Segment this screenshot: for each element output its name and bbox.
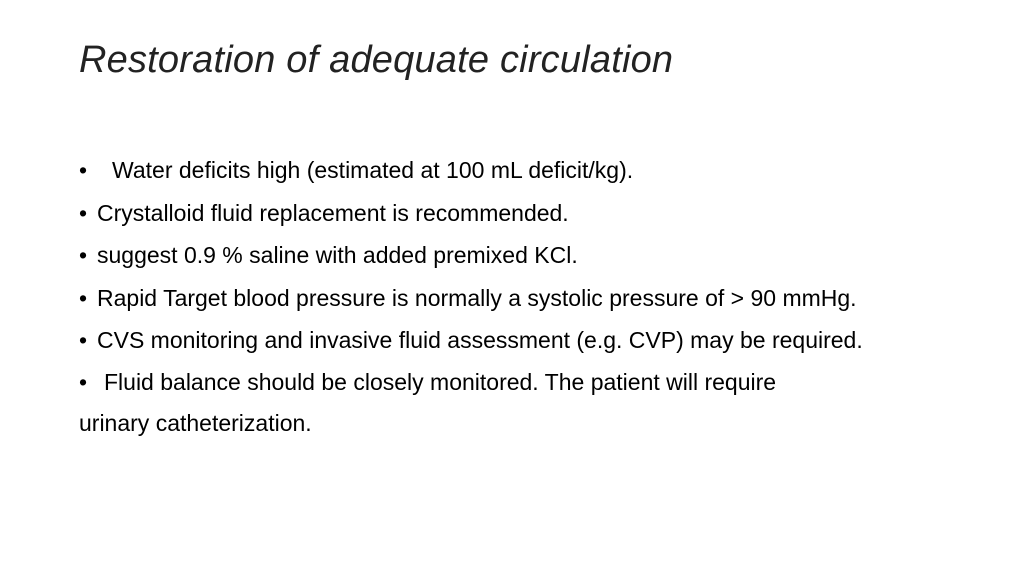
- bullet-item: [79, 366, 959, 398]
- bullet-item: [79, 282, 959, 314]
- bullet-text: Water deficits high (estimated at 100 mL deficit/kg).: [112, 157, 634, 183]
- bullet-list: [79, 154, 959, 439]
- bullet-text: Fluid balance should be closely monitored. The patient will require: [104, 368, 777, 395]
- trailing-text: urinary catheterization.: [79, 409, 312, 436]
- bullet-icon: •: [79, 242, 88, 268]
- bullet-icon: •: [79, 157, 88, 183]
- bullet-text: Crystalloid fluid replacement is recommended.: [97, 199, 569, 226]
- bullet-item: [79, 239, 959, 271]
- bullet-icon: •: [79, 326, 88, 353]
- bullet-icon: •: [79, 284, 88, 311]
- bullet-icon: •: [79, 199, 88, 226]
- bullet-text: suggest 0.9 % saline with added premixed KCl.: [97, 242, 578, 268]
- bullet-text: CVS monitoring and invasive fluid assessment (e.g. CVP) may be required.: [97, 326, 863, 353]
- bullet-item: [79, 154, 959, 186]
- slide-title: Restoration of adequate circulation: [79, 39, 674, 81]
- bullet-item: [79, 324, 959, 356]
- bullet-icon: •: [79, 368, 88, 395]
- bullet-item: [79, 197, 959, 229]
- bullet-text: Rapid Target blood pressure is normally a systolic pressure of > 90 mmHg.: [97, 284, 857, 311]
